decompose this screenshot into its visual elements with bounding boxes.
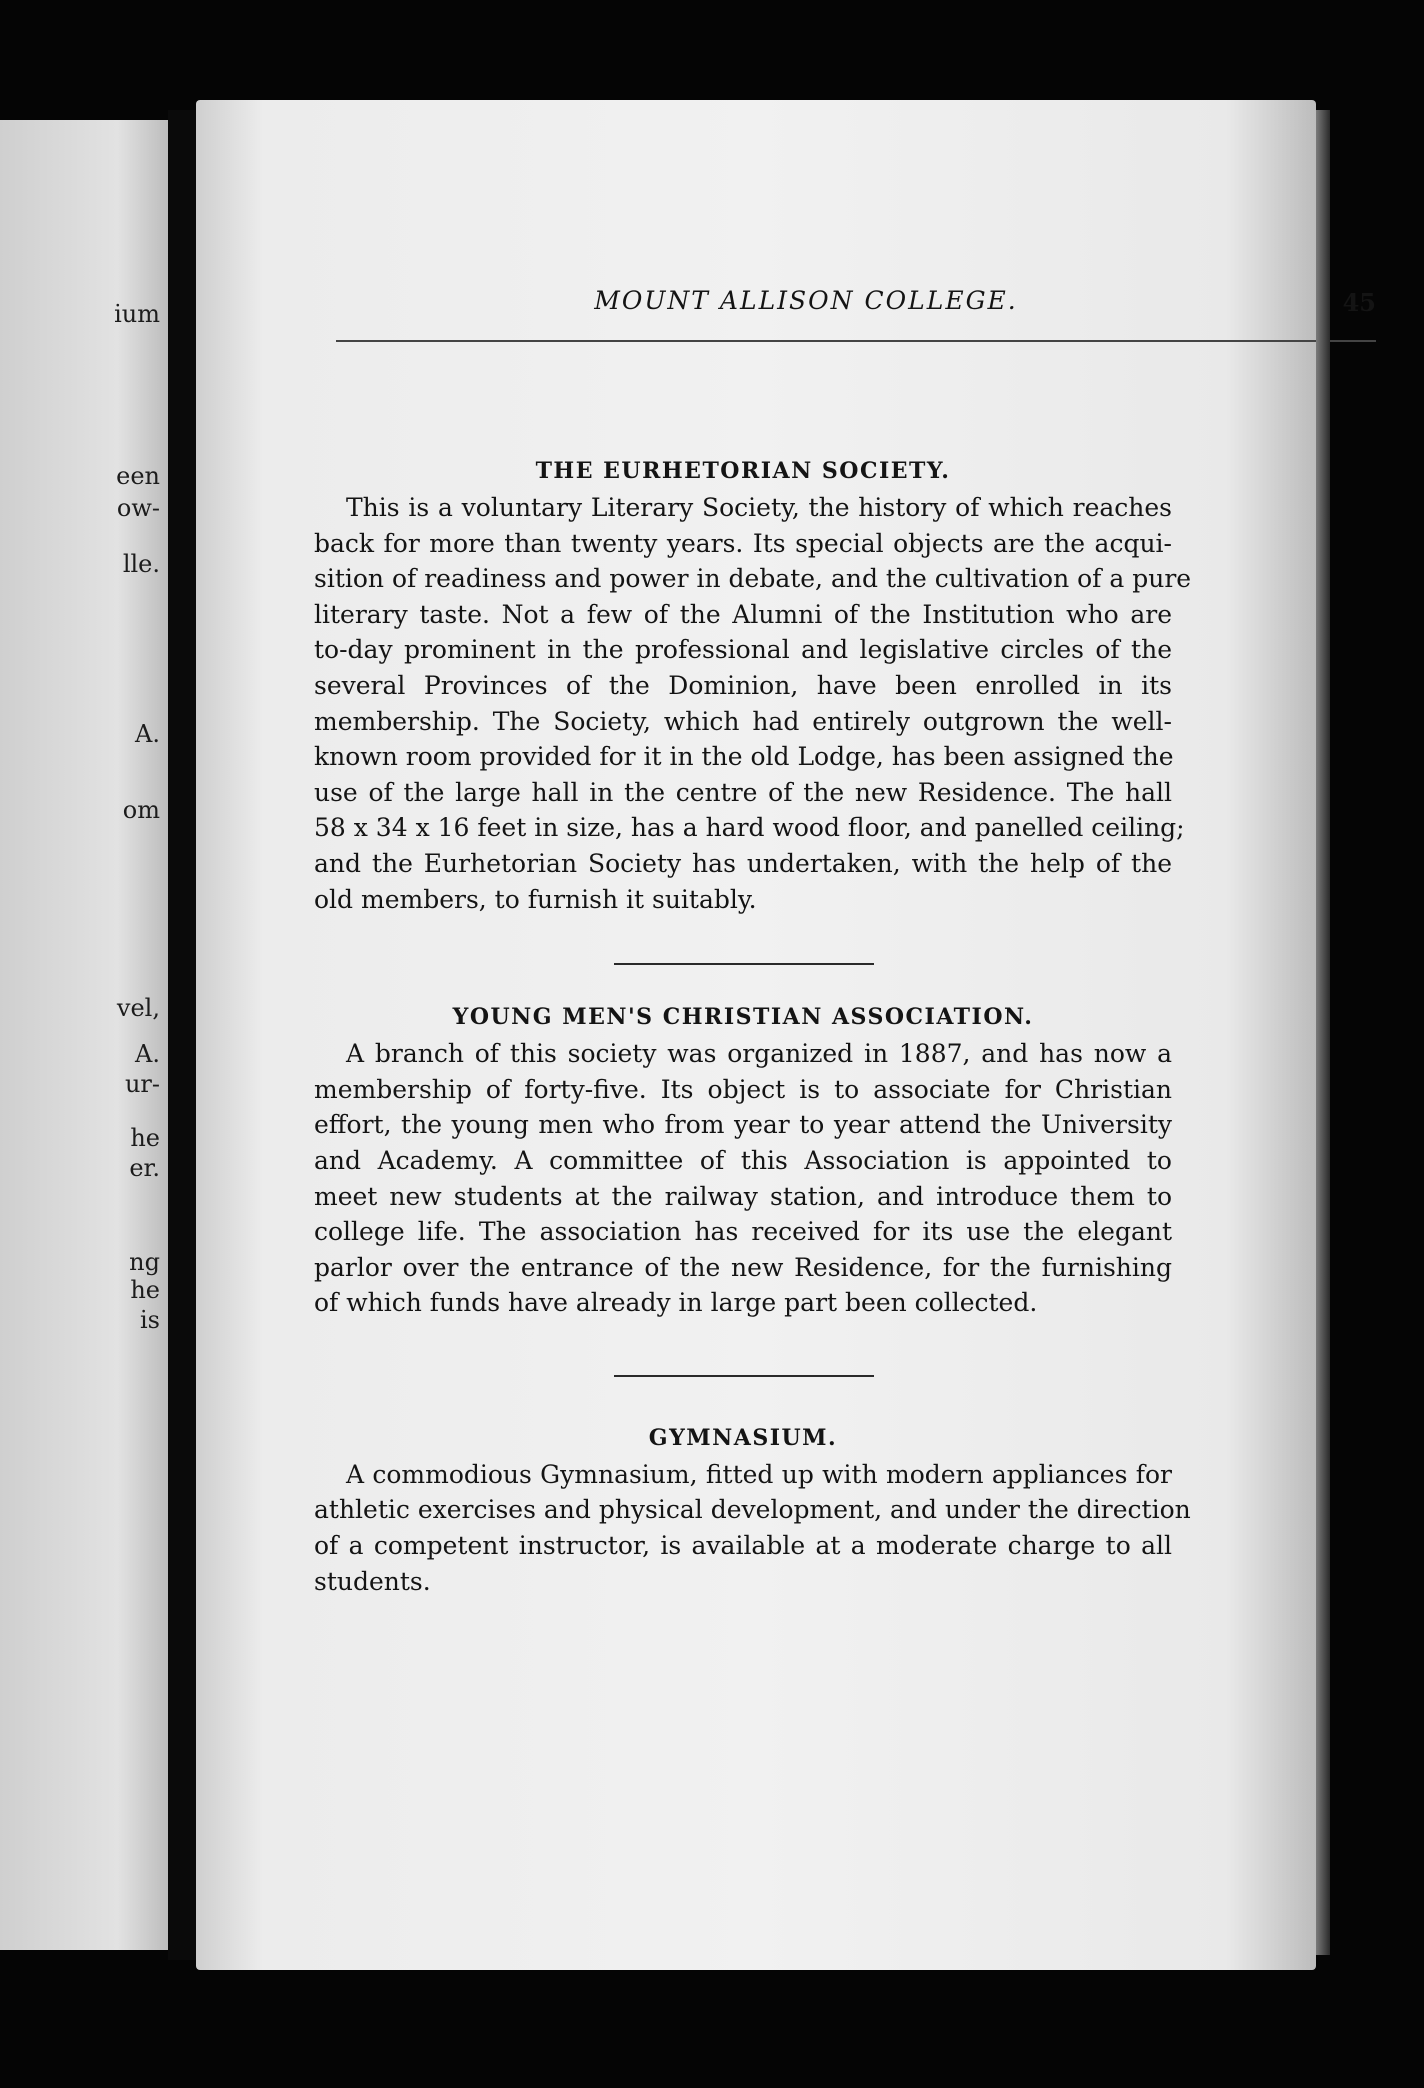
left-page-fragment: A. (135, 1040, 160, 1068)
text-line: parlor over the entrance of the new Residence, for the furnishing (314, 1252, 1172, 1282)
text-line: membership. The Society, which had entirely outgrown the well- (314, 706, 1172, 736)
left-page-edge (0, 120, 168, 1950)
left-page-fragment: om (122, 796, 160, 824)
left-page-fragment: is (140, 1306, 160, 1334)
left-page-fragment: lle. (122, 550, 160, 578)
left-page-fragment: ium (114, 300, 160, 328)
section-heading: YOUNG MEN'S CHRISTIAN ASSOCIATION. (452, 1004, 1034, 1031)
text-line: old members, to furnish it suitably. (314, 884, 757, 914)
text-line: several Provinces of the Dominion, have been enrolled in its (314, 670, 1172, 700)
text-line: A branch of this society was organized in 1887, and has now a (346, 1039, 1172, 1069)
text-line: college life. The association has received for its use the elegant (314, 1217, 1172, 1247)
text-line: of which funds have already in large part been collected. (314, 1288, 1038, 1318)
left-page-fragment: vel, (116, 994, 160, 1022)
text-line: effort, the young men who from year to year attend the University (314, 1110, 1172, 1140)
text-line: A commodious Gymnasium, fitted up with modern appliances for (346, 1459, 1172, 1489)
left-page-fragment: een (116, 462, 160, 490)
text-line: use of the large hall in the centre of the new Residence. The hall (314, 777, 1172, 807)
running-title: MOUNT ALLISON COLLEGE. (594, 286, 1018, 315)
left-page-fragment: he (130, 1124, 160, 1152)
running-head (306, 286, 1376, 326)
left-page-fragment: A. (135, 720, 160, 748)
book-gutter (168, 110, 198, 1960)
text-line: and Academy. A committee of this Association is appointed to (314, 1145, 1172, 1175)
left-page-fragment: ng (129, 1248, 160, 1276)
text-line: of a competent instructor, is available at a moderate charge to all (314, 1531, 1172, 1561)
left-page-fragment: ur- (124, 1070, 160, 1098)
left-page-fragment: he (130, 1276, 160, 1304)
text-line: 58 x 34 x 16 feet in size, has a hard wood floor, and panelled ceiling; (314, 813, 1185, 843)
text-line: and the Eurhetorian Society has undertaken, with the help of the (314, 848, 1172, 878)
text-line: athletic exercises and physical development, and under the direction (314, 1495, 1191, 1525)
page-number: 45 (1342, 288, 1376, 317)
book-page (196, 100, 1376, 1970)
text-line: known room provided for it in the old Lodge, has been assigned the (314, 742, 1174, 772)
header-rule (336, 340, 1376, 342)
left-page-fragment: ow- (116, 494, 160, 522)
text-line: This is a voluntary Literary Society, the history of which reaches (346, 493, 1172, 522)
text-line: literary taste. Not a few of the Alumni of the Institution who are (314, 599, 1172, 629)
left-page-fragment: er. (129, 1154, 160, 1182)
text-line: meet new students at the railway station, and introduce them to (314, 1181, 1172, 1211)
page-body (314, 350, 1192, 1599)
text-line: sition of readiness and power in debate, and the cultivation of a pure (314, 564, 1192, 594)
text-line: students. (314, 1566, 431, 1596)
text-line: back for more than twenty years. Its special objects are the acqui- (314, 528, 1172, 558)
page-edge-shadow (1316, 110, 1330, 1955)
section-heading: GYMNASIUM. (648, 1424, 838, 1451)
text-line: to-day prominent in the professional and legislative circles of the (314, 635, 1172, 665)
section-heading: THE EURHETORIAN SOCIETY. (535, 458, 951, 484)
text-line: membership of forty-five. Its object is to associate for Christian (314, 1074, 1172, 1104)
